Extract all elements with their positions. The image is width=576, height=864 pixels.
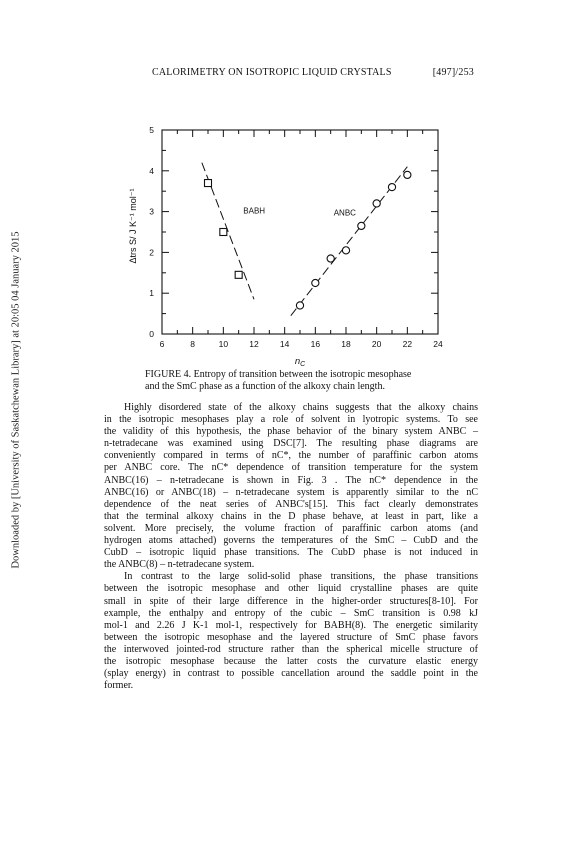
text-line: n-tetradecane was examined using DSC[7]. The resulting phase diagrams are (104, 438, 478, 450)
text-line: the isotropic mesophase because the latter costs the curvature elastic energy (104, 655, 478, 667)
text-line: ANBC(16) or ANBC(18) – n-tetradecane system is apparently similar to the nC (104, 486, 478, 498)
anbc-point (358, 222, 365, 229)
text-line: hydrogen atoms attached) governs the temperatures of the SmC – CubD and the (104, 535, 478, 547)
anbc-point (327, 255, 334, 262)
text-line: the ANBC(8) – n-tetradecane system. (104, 559, 255, 571)
x-tick-label: 20 (371, 339, 382, 349)
babh-point (205, 180, 212, 187)
text-line: example, the enthalpy and entropy of the cubic – SmC transition is 0.98 kJ (104, 607, 478, 619)
x-tick-label: 22 (402, 339, 413, 349)
x-tick-label: 24 (433, 339, 443, 349)
paragraph-2 (104, 571, 478, 692)
anbc-point (312, 279, 319, 286)
text-line: mol-1 and 2.26 J K-1 mol-1, respectively for BABH(8). The energetic similarity (104, 619, 478, 631)
entropy-chart (120, 118, 460, 368)
running-head (144, 67, 474, 81)
anbc-point (342, 247, 349, 254)
y-axis-label: Δtrs S/ J K⁻¹ mol⁻¹ (128, 188, 138, 264)
anbc-point (404, 171, 411, 178)
text-line: In contrast to the large solid-solid phase transitions, the phase transitions (124, 571, 478, 583)
series-label-anbc: ANBC (333, 208, 356, 218)
anbc-point (388, 184, 395, 191)
caption-line-1: FIGURE 4. Entropy of transition between the isotropic mesophase (145, 369, 412, 380)
y-tick-label: 1 (149, 288, 154, 299)
text-line: Highly disordered state of the alkoxy chains suggests that the alkoxy chains (124, 402, 478, 413)
caption-line-2: and the SmC phase as a function of the alkoxy chain length. (145, 381, 385, 392)
text-line: former. (104, 680, 134, 692)
text-line: the validity of this hypothesis, the phase behavior of the binary system ANBC – (104, 426, 478, 438)
text-line: conveniently compared in terms of nC*, the number of paraffinic carbon atoms (104, 450, 478, 462)
download-watermark-text: Downloaded by [University of Saskatchewan Library] at 20:05 04 January 2015 (10, 231, 22, 569)
text-line: solvent. More precisely, the volume fraction of paraffinic carbon atoms (and (104, 522, 478, 534)
y-tick-label: 2 (149, 247, 154, 258)
text-line: the interwoved jointed-rod structure rather than the spherical micelle structure of (104, 643, 478, 655)
x-tick-label: 12 (249, 339, 259, 349)
text-line: CubD – isotropic liquid phase transitions. The CubD phase is not induced in (104, 547, 478, 559)
babh-point (220, 229, 227, 236)
x-tick-label: 10 (218, 339, 229, 349)
figure-4 (120, 118, 460, 378)
text-line: between the isotropic mesophase and other liquid crystalline phases are quite (104, 583, 478, 595)
babh-point (235, 271, 242, 278)
text-line: per ANBC core. The nC* dependence of transition temperature for the system (104, 462, 478, 474)
text-line: that the terminal alkoxy chains in the D phase behave, at least in part, like a (104, 510, 478, 522)
anbc-point (296, 302, 303, 309)
x-tick-label: 14 (279, 339, 290, 349)
y-tick-label: 4 (149, 165, 154, 176)
y-tick-label: 5 (149, 125, 154, 135)
y-tick-label: 3 (149, 206, 154, 217)
x-tick-label: 16 (310, 339, 321, 349)
text-line: ANBC(16) – n-tetradecane is shown in Fig. 3 . The nC* dependence in the (104, 474, 478, 486)
x-tick-label: 6 (159, 339, 165, 349)
text-line: (splay energy) in contrast to possible cancellation around the saddle point in the (104, 668, 478, 680)
running-head-title: CALORIMETRY ON ISOTROPIC LIQUID CRYSTALS (152, 67, 392, 78)
text-line: between the isotropic mesophase and the layered structure of SmC phase favors (104, 631, 478, 643)
running-head-page: [497]/253 (432, 67, 474, 78)
download-watermark (8, 140, 24, 660)
x-tick-label: 18 (341, 339, 351, 349)
x-tick-label: 8 (190, 339, 196, 349)
text-line: in the isotropic mesophases play a role of solvent in lyotropic systems. To see (104, 414, 478, 426)
anbc-point (373, 200, 380, 207)
series-label-babh: BABH (243, 206, 266, 216)
figure-caption (145, 369, 475, 393)
paragraph-1 (104, 402, 478, 571)
body-text (104, 402, 478, 692)
x-axis-label: $n_C$ (294, 356, 306, 368)
y-tick-label: 0 (149, 329, 154, 339)
text-line: dependence of the neat series of ANBC's[15]. This fact clearly demonstrates (104, 498, 478, 510)
text-line: small in spite of their large difference in the higher-order structures[8-10]. For (104, 595, 478, 607)
